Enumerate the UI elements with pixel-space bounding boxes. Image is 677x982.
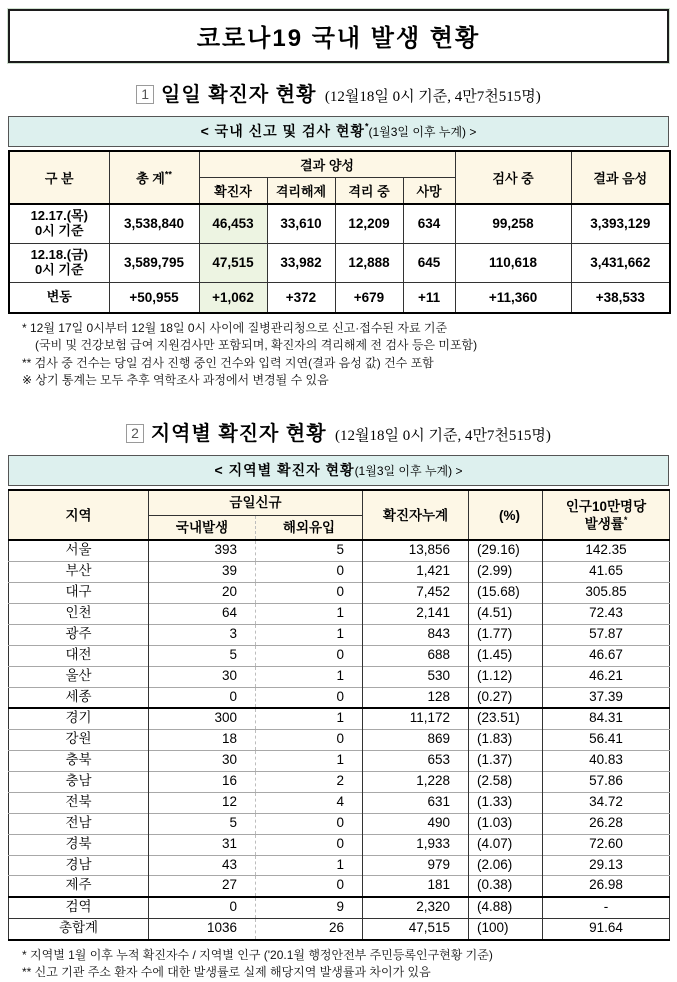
cell-cumulative: 47,515: [363, 919, 469, 940]
cell-rate: 57.87: [543, 624, 670, 645]
cell-rate: 37.39: [543, 687, 670, 708]
table-row-gyeongnam: [9, 855, 670, 876]
cell-rate: 142.35: [585, 542, 627, 558]
cell-cumulative: 13,856: [363, 540, 469, 561]
date-line2: 0시 기준: [34, 261, 84, 277]
cell-region: 울산: [9, 666, 149, 687]
cell-cumulative: 688: [363, 645, 469, 666]
header-domestic: 국내발생: [149, 515, 256, 540]
cell-pct: (1.37): [469, 751, 543, 772]
cell-pct: (0.27): [469, 687, 543, 708]
regional-table: [8, 489, 670, 941]
cell-domestic: 31: [149, 834, 256, 855]
table-row-busan: [9, 562, 670, 583]
table-row-chungbuk: [9, 751, 670, 772]
header-cumulative: 확진자누계: [363, 490, 469, 540]
cell-pct: (1.77): [469, 624, 543, 645]
cell-region: 부산: [9, 562, 149, 583]
cell-domestic: 393: [149, 540, 256, 561]
cell-domestic: 16: [149, 772, 256, 793]
cell-overseas: 1: [256, 708, 363, 729]
cell-overseas: 0: [256, 834, 363, 855]
cell-rate: 57.86: [543, 772, 670, 793]
cell-cumulative: 1,933: [363, 834, 469, 855]
cell-rate: 72.43: [543, 604, 670, 625]
cell-pct: (0.38): [469, 876, 543, 897]
table2-caption: [8, 455, 669, 486]
table-row: [9, 204, 670, 243]
section2-footnotes: [22, 947, 669, 982]
cell-domestic: 3: [149, 624, 256, 645]
header-rate-line1: 인구10만명당: [565, 498, 647, 514]
cell-rate: 46.21: [543, 666, 670, 687]
cell-region: 광주: [9, 624, 149, 645]
cell-region: 경북: [9, 834, 149, 855]
cell-cumulative: 631: [363, 792, 469, 813]
cell-deaths: 634: [403, 204, 455, 243]
cell-domestic: 1036: [149, 919, 256, 940]
cell-pct: (1.33): [469, 792, 543, 813]
cell-date: [9, 204, 109, 243]
cell-cumulative: 11,172: [363, 708, 469, 729]
cell-cumulative: 2,141: [363, 604, 469, 625]
section2-title: 지역별 확진자 현황: [150, 423, 327, 446]
cell-rate: 84.31: [543, 708, 670, 729]
section2-heading: [8, 417, 669, 446]
cell-domestic: 18: [149, 730, 256, 751]
cell-domestic: 5: [149, 813, 256, 834]
table-row-gangwon: [9, 730, 670, 751]
cell-cumulative: 181: [363, 876, 469, 897]
cell-domestic: 27: [149, 876, 256, 897]
cell-confirmed: 46,453: [199, 204, 267, 243]
cell-domestic: 30: [149, 666, 256, 687]
table2-caption-text: < 지역별 확진자 현황: [214, 462, 355, 479]
header-positive-group: 결과 양성: [199, 151, 455, 178]
cell-rate: -: [543, 897, 670, 918]
table-row-jeonnam: [9, 813, 670, 834]
cell-released: 33,982: [267, 243, 335, 282]
cell-testing: 110,618: [455, 243, 571, 282]
cell-rate: 26.28: [543, 813, 670, 834]
table-row-chungnam: [9, 772, 670, 793]
table1-caption-note: (1월3일 이후 누계) >: [368, 125, 477, 139]
cell-rate: 91.64: [543, 919, 670, 940]
cell-released: +372: [267, 282, 335, 313]
cell-domestic: 5: [149, 645, 256, 666]
header-testing: 검사 중: [455, 151, 571, 204]
section2-number: 2: [126, 424, 144, 443]
table1-caption-sup: *: [364, 121, 369, 132]
date-line2: 0시 기준: [34, 222, 84, 238]
table-row-daejeon: [9, 645, 670, 666]
header-pct: (%): [469, 490, 543, 540]
cell-rate: 34.72: [543, 792, 670, 813]
cell-overseas: 9: [256, 897, 363, 918]
cell-change-label: 변동: [9, 282, 109, 313]
table-row-sejong: [9, 687, 670, 708]
cell-overseas: 0: [256, 813, 363, 834]
table-row-daegu: [9, 583, 670, 604]
header-rate-sup: *: [623, 515, 628, 526]
cell-region: 전남: [9, 813, 149, 834]
cell-total: 3,538,840: [109, 204, 199, 243]
cell-overseas: 0: [256, 687, 363, 708]
table-row-jeonbuk: [9, 792, 670, 813]
cell-domestic: 12: [149, 792, 256, 813]
cell-cumulative: 653: [363, 751, 469, 772]
cell-region: 세종: [9, 687, 149, 708]
cell-isolating: 12,209: [335, 204, 403, 243]
cell-region: 경기: [9, 708, 149, 729]
table-row-seoul: [9, 540, 670, 561]
cell-isolating: 12,888: [335, 243, 403, 282]
header-overseas: 해외유입: [256, 515, 363, 540]
header-negative: 결과 음성: [571, 151, 670, 204]
cell-cumulative: 843: [363, 624, 469, 645]
table-row: [9, 282, 670, 313]
cell-cumulative: 1,421: [363, 562, 469, 583]
cell-domestic: 39: [149, 562, 256, 583]
cell-overseas: 1: [256, 666, 363, 687]
cell-overseas: 0: [256, 730, 363, 751]
cell-overseas: 26: [256, 919, 363, 940]
cell-overseas: 0: [256, 562, 363, 583]
table-row-gyeongbuk: [9, 834, 670, 855]
cell-region: 제주: [9, 876, 149, 897]
footnote: * 12월 17일 0시부터 12월 18일 0시 사이에 질병관리청으로 신고·접수된 자료 기준: [22, 320, 448, 335]
cell-isolating: +679: [335, 282, 403, 313]
cell-rate: 29.13: [543, 855, 670, 876]
cell-pct: (1.12): [469, 666, 543, 687]
cell-rate: 46.67: [543, 645, 670, 666]
cell-domestic: 64: [149, 604, 256, 625]
cell-region: 인천: [9, 604, 149, 625]
page-title: 코로나19 국내 발생 현황: [8, 9, 669, 63]
cell-domestic: 0: [149, 897, 256, 918]
cell-cumulative: 869: [363, 730, 469, 751]
cell-region: 총합계: [9, 919, 149, 940]
table-row-ulsan: [9, 666, 670, 687]
date-line1: 12.18.(금): [30, 246, 88, 262]
date-line1: 12.17.(목): [30, 208, 88, 223]
header-confirmed: 확진자: [199, 178, 267, 205]
cell-negative: 3,393,129: [571, 204, 670, 243]
cell-pct: (2.58): [469, 772, 543, 793]
section1-number: 1: [136, 85, 154, 104]
report-test-table: [8, 150, 671, 314]
cell-deaths: 645: [403, 243, 455, 282]
cell-pct: (4.51): [469, 604, 543, 625]
cell-overseas: 1: [256, 855, 363, 876]
table1-caption-text: < 국내 신고 및 검사 현황: [200, 123, 365, 139]
cell-domestic: 300: [149, 708, 256, 729]
cell-overseas: 0: [256, 583, 363, 604]
cell-region: 강원: [9, 730, 149, 751]
cell-domestic: 43: [149, 855, 256, 876]
cell-confirmed: +1,062: [199, 282, 267, 313]
cell-overseas: 1: [256, 624, 363, 645]
cell-total: 3,589,795: [109, 243, 199, 282]
table-row-total: [9, 919, 670, 940]
footnote: ** 검사 중 건수는 당일 검사 진행 중인 건수와 입력 지연(결과 음성 값) 건수 포함: [22, 355, 434, 370]
cell-overseas: 5: [256, 540, 363, 561]
cell-cumulative: 490: [363, 813, 469, 834]
cell-cumulative: 7,452: [363, 583, 469, 604]
header-total-label: 총 계: [136, 171, 165, 186]
cell-rate: 41.65: [543, 562, 670, 583]
cell-testing: 99,258: [455, 204, 571, 243]
section1-footnotes: [22, 320, 669, 390]
cell-overseas: 1: [256, 604, 363, 625]
cell-cumulative: 128: [363, 687, 469, 708]
cell-pct: (4.07): [469, 834, 543, 855]
cell-pct: (2.99): [469, 562, 543, 583]
cell-domestic: 20: [149, 583, 256, 604]
cell-region: 대전: [9, 645, 149, 666]
cell-rate: 72.60: [543, 834, 670, 855]
section1-heading: [8, 78, 669, 107]
section1-subtitle: (12월18일 0시 기준, 4만7천515명): [324, 89, 541, 105]
cell-pct: (2.06): [469, 855, 543, 876]
cell-pct: (100): [469, 919, 543, 940]
header-deaths: 사망: [403, 178, 455, 205]
cell-rate: 40.83: [543, 751, 670, 772]
table-row-incheon: [9, 604, 670, 625]
cell-cumulative: 979: [363, 855, 469, 876]
table1-caption: [8, 116, 669, 147]
cell-domestic: 0: [149, 687, 256, 708]
header-total: [109, 151, 199, 204]
cell-pct: (29.16): [469, 540, 543, 561]
table1-header: [9, 151, 670, 204]
cell-pct: (1.45): [469, 645, 543, 666]
cell-released: 33,610: [267, 204, 335, 243]
table2-header: [9, 490, 670, 540]
header-released: 격리해제: [267, 178, 335, 205]
footnote: ** 신고 기관 주소 환자 수에 대한 발생률로 실제 해당지역 발생률과 차이가 있음: [22, 965, 431, 980]
cell-date: [9, 243, 109, 282]
cell-overseas: 2: [256, 772, 363, 793]
table-row-gwangju: [9, 624, 670, 645]
header-category: 구 분: [9, 151, 109, 204]
cell-domestic: 30: [149, 751, 256, 772]
cell-pct: (15.68): [469, 583, 543, 604]
cell-pct: (23.51): [469, 708, 543, 729]
cell-rate: 305.85: [543, 583, 670, 604]
header-total-sup: **: [164, 169, 172, 180]
table-row-jeju: [9, 876, 670, 897]
section2-subtitle: (12월18일 0시 기준, 4만7천515명): [335, 428, 551, 445]
cell-pct: (1.03): [469, 813, 543, 834]
cell-negative: 3,431,662: [571, 243, 670, 282]
cell-rate: 26.98: [543, 876, 670, 897]
cell-pct: (1.83): [469, 730, 543, 751]
cell-region: 서울: [9, 540, 149, 561]
cell-overseas: 0: [256, 645, 363, 666]
table-row: [9, 243, 670, 282]
footnote: (국비 및 건강보험 급여 지원검사만 포함되며, 확진자의 격리해제 전 검사 등은 미포함): [35, 338, 478, 353]
cell-total: +50,955: [109, 282, 199, 313]
cell-deaths: +11: [403, 282, 455, 313]
cell-overseas: 0: [256, 876, 363, 897]
cell-rate: 56.41: [543, 730, 670, 751]
cell-confirmed: 47,515: [199, 243, 267, 282]
cell-pct: (4.88): [469, 897, 543, 918]
header-rate-line2: 발생률: [584, 516, 624, 532]
cell-cumulative: 530: [363, 666, 469, 687]
header-rate: [543, 490, 670, 540]
header-today-group: 금일신규: [149, 490, 363, 515]
cell-region: 충북: [9, 751, 149, 772]
cell-region: 충남: [9, 772, 149, 793]
section1-title: 일일 확진자 현황: [161, 84, 317, 106]
footnote: ※ 상기 통계는 모두 추후 역학조사 과정에서 변경될 수 있음: [22, 372, 329, 387]
footnote: * 지역별 1월 이후 누적 확진자수 / 지역별 인구 ('20.1월 행정안전부 주민등록인구현황 기준): [22, 948, 493, 963]
cell-cumulative: 1,228: [363, 772, 469, 793]
cell-testing: +11,360: [455, 282, 571, 313]
header-region: 지역: [9, 490, 149, 540]
header-isolating: 격리 중: [335, 178, 403, 205]
table-row-quarantine: [9, 897, 670, 918]
cell-region: 전북: [9, 792, 149, 813]
table2-caption-note: (1월3일 이후 누계) >: [354, 464, 463, 479]
cell-cumulative: 2,320: [363, 897, 469, 918]
cell-negative: +38,533: [571, 282, 670, 313]
cell-overseas: 1: [256, 751, 363, 772]
cell-overseas: 4: [256, 792, 363, 813]
cell-region: 검역: [9, 897, 149, 918]
table-row-gyeonggi: [9, 708, 670, 729]
cell-region: 경남: [9, 855, 149, 876]
cell-region: 대구: [9, 583, 149, 604]
